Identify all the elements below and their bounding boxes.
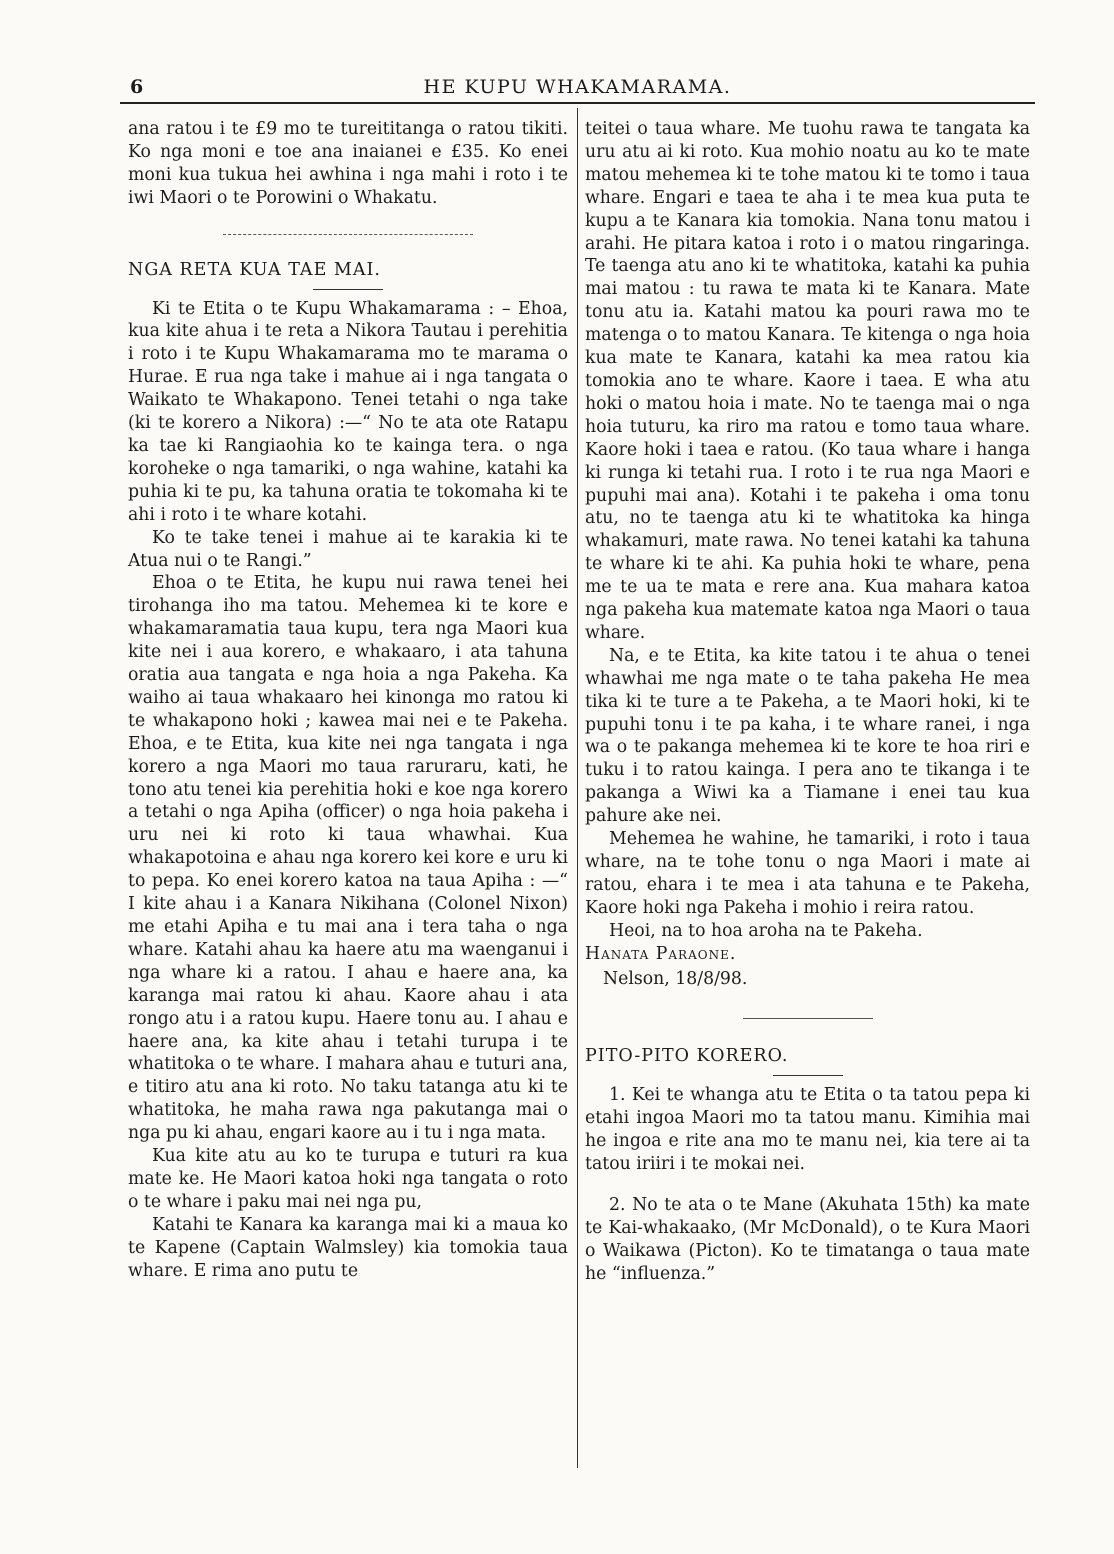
intro-paragraph: ana ratou i te £9 mo te tureititanga o ratou tikiti. Ko nga moni e toe ana inaianei e £35. Ko enei moni kua tukua hei awhina i nga mahi i roto i te iwi Maori o te Porowini o Whakatu. xyxy=(128,119,568,208)
letter-paragraph: Kua kite atu au ko te turupa e tuturi ra kua mate ke. He Maori katoa hoki nga tangata o roto o te whare i paku mai nei nga pu, xyxy=(128,1146,568,1212)
page-header xyxy=(120,76,1035,102)
section-separator xyxy=(223,234,473,235)
letter-paragraph: Mehemea he wahine, he tamariki, i roto i taua whare, na te tohe tonu o nga Maori i mate ai ratou, ehara i te mea i ata tahuna e te Pakeha, Kaore hoki nga Pakeha i mohio i reira ratou. xyxy=(585,829,1030,918)
section-title-news: PITO-PITO KORERO. xyxy=(585,1046,789,1067)
title-rule xyxy=(313,289,383,290)
left-column xyxy=(128,118,568,1283)
right-column xyxy=(585,118,1030,1286)
news-item: 1. Kei te whanga atu te Etita o ta tatou pepa ki etahi ingoa Maori mo ta tatou manu. Kimihia mai he ingoa e rite ana mo te manu nei, kia tere ai ta tatou iriiri i te mokai nei. xyxy=(585,1085,1030,1175)
letter-paragraph: Ki te Etita o te Kupu Whakamarama : – Ehoa, kua kite ahua i te reta a Nikora Tautau i perehitia i roto i te Kupu Whakamarama mo te marama o Hurae. E rua nga take i mahue ai i nga tangata o Waikato te Whakapono. Tenei tetahi o nga take (ki te korero a Nikora) :—“ No te ata ote Ratapu ka tae ki Rangiaohia ko te kainga tera. o nga koroheke o nga tamariki, o nga wahine, katahi ka puhia ki te pu, ka tahuna oratia te tokomaha ki te ahi i roto i te whare kotahi. xyxy=(128,298,568,525)
item-spacer xyxy=(585,1176,1030,1194)
news-item: 2. No te ata o te Mane (Akuhata 15th) ka mate te Kai-whakaako, (Mr McDonald), o te Kura Maori o Waikawa (Picton). Ko te timatanga o taua mate he “influenza.” xyxy=(585,1194,1030,1284)
running-title: HE KUPU WHAKAMARAMA. xyxy=(423,76,732,98)
page-number: 6 xyxy=(130,76,144,98)
letter-paragraph: Katahi te Kanara ka karanga mai ki a maua ko te Kapene (Captain Walmsley) kia tomokia taua whare. E rima ano putu te xyxy=(128,1214,568,1281)
letter-paragraph: Ehoa o te Etita, he kupu nui rawa tenei hei tirohanga iho ma tatou. Mehemea ki te kore e whakamaramatia taua kupu, tera nga Maori kua kite nei i aua korero, e whakaaro, i ata tahuna oratia aua tangata e nga hoia a nga Pakeha. Ka waiho ai taua whakaaro hei kinonga mo ratou ki te whakapono hoki ; kawea mai nei e te Pakeha. Ehoa, e te Etita, kua kite nei nga tangata i nga korero a nga Maori mo taua raruraru, kati, he tono atu tenei kia perehitia hoki e koe nga korero a tetahi o nga Apiha (officer) o nga hoia pakeha i uru nei ki roto ki taua whawhai. Kua whakapotoina e ahau nga korero kei kore e uru ki to pepa. Ko enei korero katoa na taua Apiha : —“ I kite ahau i a Kanara Nikihana (Colonel Nixon) me etahi Apiha e tu mai ana i tera taha o nga whare. Katahi ahau ka haere atu ma waenganui i nga whare ki a ratou. I ahau e haere ana, ka karanga mai ratou ki ahau. Kaore ahau i ata rongo atu i a ratou kupu. Haere tonu au. I ahau e haere ana, ka kite ahau i tetahi turupa i te whatitoka o te whare. I mahara ahau e tuturi ana, e titiro atu ana ki roto. No taku tatanga atu ki te whatitoka, he maha rawa nga pakutanga mai o nga pu ki ahau, engari kaore au i tu i nga mata. xyxy=(128,573,568,1144)
section-separator xyxy=(743,1018,873,1019)
header-rule xyxy=(120,102,1035,104)
letter-paragraph: teitei o taua whare. Me tuohu rawa te tangata ka uru atu ai ki roto. Kua mohio noatu au ko te mate matou mehemea ki te tohe matou ki te tomo i taua whare. Engari e taea te aha i te mea kua puta te kupu a te Kanara kia tomokia. Nana tonu matou i arahi. He pitara katoa i roto i o matou ringaringa. Te taenga atu ano ki te whatitoka, katahi ka puhia mai matou : tu rawa te mata ki te Kanara. Mate tonu atu ia. Katahi matou ka pouri rawa mo te matenga o to matou Kanara. Te kitenga o nga hoia kua mate te Kanara, katahi ka mea ratou kia tomokia ano te whare. Kaore i taea. E wha atu hoki o matou hoia i mate. No te taenga mai o nga hoia tuturu, ka riro ma ratou e tomo taua whare. Kaore hoki i taea e ratou. (Ko taua whare i hanga ki runga ki tetahi rua. I roto i te rua nga Maori e pupuhi mai ana). Kotahi i te pakeha i oma tonu atu, no te taenga atu ki te whatitoka ka hinga whakamuri, mate rawa. No tenei katahi ka tahuna te whare ki te ahi. Ka puhia hoki te whare, pena me te ua te mata e rere ana. Kua mahara katoa nga pakeha kua matemate katoa nga Maori o taua whare. xyxy=(585,119,1030,643)
place-date: Nelson, 18/8/98. xyxy=(603,968,748,989)
section-title-letters: NGA RETA KUA TAE MAI. xyxy=(128,259,381,280)
title-rule xyxy=(773,1075,843,1076)
column-divider xyxy=(577,108,578,1468)
signature: Hanata Paraone. xyxy=(585,943,737,964)
letter-closing: Heoi, na to hoa aroha na te Pakeha. xyxy=(609,920,923,941)
letter-paragraph: Ko te take tenei i mahue ai te karakia ki te Atua nui o te Rangi.” xyxy=(128,527,568,571)
letter-paragraph: Na, e te Etita, ka kite tatou i te ahua o tenei whawhai me nga mate o te taha pakeha He mea tika ki te ture a te Pakeha, a te Maori hoki, ki te pupuhi tonu i te pa kaha, i te whare ranei, i nga wa o te pakanga mehemea ki te kore te hoa riri e tuku i to ratou kainga. I pera ano te tikanga i te pakanga a Wiwi ka a Tiamane i enei tau kua pahure ake nei. xyxy=(585,645,1030,827)
